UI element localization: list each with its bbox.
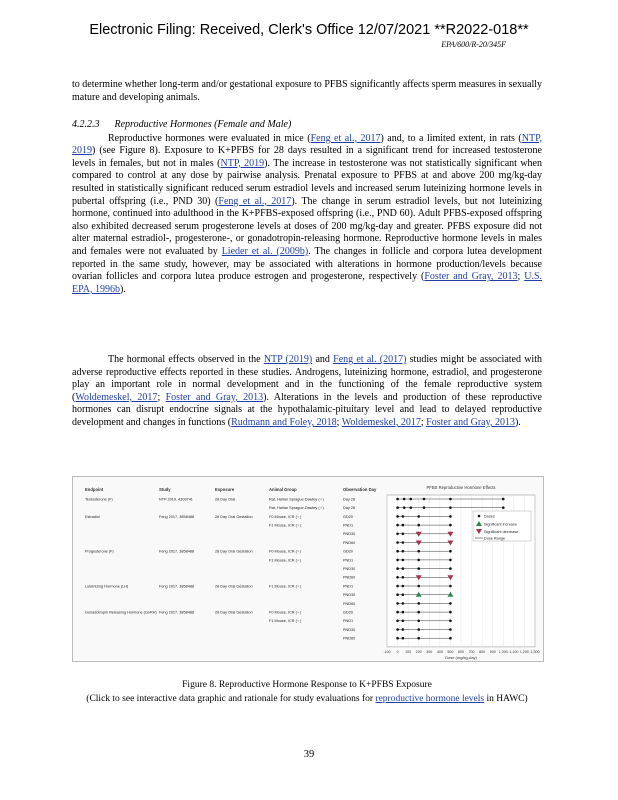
row-observation-day: GD20 [343,549,353,554]
dose-point [449,567,452,570]
dose-point [423,498,426,501]
dose-point [396,593,399,596]
x-tick-label: 0 [396,649,399,654]
dose-point [396,550,399,553]
text-run: . The changes in follicle and corpora lutea development reported in the same study, however, may be associated with alterations in hormone production/levels because ovarian follicles and corpora lutea produce estrogen and progesterone, respectively ( [72,245,542,283]
dose-point [449,611,452,614]
x-tick-label: 300 [426,649,433,654]
dose-point [403,498,406,501]
row-observation-day: Day 28 [343,497,356,502]
row-study: Feng 2017, 3858488 [159,514,195,519]
row-observation-day: Day 28 [343,506,356,511]
citation-link[interactable]: Foster and Gray, 2013 [426,416,515,428]
row-animal-group: Rat, Harlan Sprague-Dawley (♀) [269,497,324,502]
dose-point [449,602,452,605]
dose-point [402,559,405,562]
row-animal-group: Rat, Harlan Sprague-Dawley (♂) [269,506,324,511]
caption-title: Figure 8. Reproductive Hormone Response to K+PFBS Exposure [182,680,432,690]
row-animal-group: F1 Mouse, ICR (♀) [269,619,301,624]
row-observation-day: PND60 [343,601,356,606]
dose-point [402,585,405,588]
text-run: The hormonal effects observed in the [108,354,264,365]
dose-point [396,567,399,570]
text-run: ). [119,283,126,295]
section-title: Reproductive Hormones (Female and Male) [114,119,292,130]
row-endpoint: Gonadotropin Releasing Hormone (GnRH) [85,610,157,615]
row-observation-day: PND60 [343,575,356,580]
dose-point [396,559,399,562]
x-tick-label: 900 [489,649,496,654]
citation-link[interactable]: NTP (2019) [263,354,313,365]
x-tick-label: 200 [415,649,422,654]
dose-point [423,506,426,509]
legend-label: Significant increase [484,522,517,527]
column-header: Observation Day [343,487,377,492]
row-observation-day: GD20 [343,514,353,519]
dose-point [417,637,420,640]
text-run: Reproductive hormones were evaluated in mice ( [108,132,311,144]
legend-label: Dose Range [484,536,506,541]
row-observation-day: PND1 [343,619,354,624]
row-endpoint: Progesterone (F) [85,549,114,554]
dose-point [417,524,420,527]
dose-point [409,506,412,509]
citation-link[interactable]: Foster and Gray, 2013 [165,391,264,403]
dose-point [402,567,405,570]
dose-point [449,515,452,518]
citation-link[interactable]: Foster and Gray, 2013 [424,271,518,283]
citation-link[interactable]: Lieder et al. (2009b) [221,245,309,257]
row-observation-day: PND1 [343,558,354,563]
row-observation-day: PND60 [343,636,356,641]
paragraph-hormones [72,133,542,297]
dose-point [449,585,452,588]
dose-point [402,593,405,596]
dose-point [502,498,505,501]
dose-point [449,498,452,501]
text-run: in HAWC) [484,694,528,704]
row-study: Feng 2017, 3858488 [159,584,195,589]
dose-point [396,602,399,605]
citation-link[interactable]: Rudmann and Foley, 2018 [231,416,337,428]
row-endpoint: Testosterone (F) [85,497,113,502]
x-tick-label: 1,300 [530,649,540,654]
x-tick-label: 600 [458,649,464,654]
dose-point [396,515,399,518]
dose-point [449,637,452,640]
row-observation-day: PND30 [343,593,356,598]
row-exposure: 28 Day Oral [215,497,236,502]
dose-point [396,524,399,527]
legend-dose-marker [478,515,481,518]
x-tick-label: 800 [479,649,486,654]
row-endpoint: Luteinizing Hormone (LH) [85,584,129,589]
row-animal-group: F1 Mouse, ICR (♀) [269,558,301,563]
row-endpoint: Estradiol [85,514,100,519]
dose-point [402,515,405,518]
document-id: EPA/600/R-20/345F [441,40,506,49]
dose-point [403,506,406,509]
dose-point [396,498,399,501]
text-run: ). The increase in testosterone was not statistically significant when compared to control at any dose by pairwise analysis. Prenatal exposure to PFBS at and above 200 mg/kg-day resulted in statistically significant reduced serum estradiol levels and increased serum luteinizing hormone levels in pubertal offspring (i.e., PND 30) ( [72,157,542,207]
row-exposure: 28 Day Oral Gestation [215,610,253,615]
dose-point [417,611,420,614]
chart-title: PFBS Reproductive Hormone Effects [426,485,496,490]
citation-link[interactable]: Feng et al., 2017 [310,132,381,144]
citation-link[interactable]: NTP, 2019 [220,157,265,169]
x-axis-label: Dose (mg/kg-day) [445,654,477,660]
dose-point [409,498,412,501]
dose-point [402,611,405,614]
dose-point [396,637,399,640]
citation-link[interactable]: Woldemeskel, 2017 [75,391,158,403]
page-number: 39 [303,749,315,760]
text-run: ; [336,416,342,428]
dose-point [417,550,420,553]
dose-point [396,576,399,579]
dose-point [402,576,405,579]
x-tick-label: 400 [436,649,443,654]
row-animal-group: F0 Mouse, ICR (♀) [269,549,301,554]
x-tick-label: 1,100 [509,649,519,654]
figure-8-graphic[interactable] [72,476,544,662]
text-run: ). Alterations in the levels and production of these reproductive hormones can disrupt endocrine signals at the hypothalamic-pituitary level and lead to delayed reproductive development and changes in functions ( [72,391,542,428]
legend-label: Significant decrease [484,530,519,534]
text-run: (Click to see interactive data graphic and rationale for study evaluations for [86,694,376,704]
row-animal-group: F0 Mouse, ICR (♀) [269,610,301,615]
row-observation-day: PND60 [343,540,356,545]
citation-link[interactable]: NTP, 2019 [72,132,543,157]
dose-point [449,524,452,527]
citation-link[interactable]: Feng et al., 2017 [218,195,292,207]
x-tick-label: 1,000 [498,649,508,654]
citation-link[interactable]: Feng et al. (2017) [333,354,407,365]
row-exposure: 28 Day Oral Gestation [215,584,253,589]
row-observation-day: PND30 [343,532,356,537]
dose-point [417,620,420,623]
row-observation-day: PND1 [343,523,354,528]
dose-point [396,628,399,631]
dose-point [449,550,452,553]
column-header: Animal Group [269,487,297,492]
text-run: studies might be associated with adverse reproductive effects reported in these studies. Androgens, luteinizing hormone, estradiol, and progesterone play an important role in normal development and in the functioning of the female reproductive system ( [72,354,542,403]
legend-label: Doses [484,514,495,519]
text-run: ) (see Figure 8). Exposure to K+PFBS for 28 days resulted in a significant trend for increased testosterone levels in females, but not in males ( [72,145,542,169]
dose-point [417,567,420,570]
dose-point [396,585,399,588]
dose-point [396,611,399,614]
dose-point [417,628,420,631]
dose-point [449,628,452,631]
row-study: NTP 2019, 4309741 [159,497,193,502]
row-observation-day: GD20 [343,610,353,615]
dose-point [396,533,399,536]
row-exposure: 28 Day Oral Gestation [215,514,253,519]
section-reproductive-hormones [72,119,542,296]
dose-point [402,533,405,536]
dose-point [402,628,405,631]
row-animal-group: F0 Mouse, ICR (♀) [269,514,301,519]
x-tick-label: 1,200 [519,649,529,654]
dose-point [402,524,405,527]
dose-point [396,541,399,544]
citation-link[interactable]: Woldemeskel, 2017 [341,416,421,428]
dose-point [396,506,399,509]
dose-point [449,506,452,509]
text-run: and [312,354,334,365]
text-run: ; [517,271,525,283]
row-animal-group: F1 Mouse, ICR (♀) [269,584,301,589]
section-number: 4.2.2.3 [72,119,100,130]
citation-link[interactable]: U.S. EPA, 1996b [72,271,543,295]
row-study: Feng 2017, 3858488 [159,610,195,615]
dose-point [402,637,405,640]
dose-point [449,559,452,562]
dose-point [417,602,420,605]
dose-point [402,550,405,553]
row-study: Feng 2017, 3858488 [159,549,195,554]
text-run: ; [157,391,166,403]
dose-point [502,506,505,509]
text-run: ). The change in serum estradiol levels, but not luteinizing hormone, continued into adulthood in the K+PFBS-exposed offspring (i.e., PND 60). Adult PFBS-exposed offspring also exhibited decreased serum progesterone levels at doses of 200 mg/kg-day and greater. PFBS exposure did not alter maternal estradiol-, progesterone-, or gonadotropin-releasing hormone. Reproductive hormone levels in males and females were not evaluated by [72,195,543,257]
dose-point [396,620,399,623]
hawc-link[interactable]: reproductive hormone levels [375,694,485,704]
text-run: ; [420,416,427,428]
x-tick-label: 500 [447,649,454,654]
filing-header: Electronic Filing: Received, Clerk's Office 12/07/2021 **R2022-018** [89,22,529,38]
x-tick-label: 700 [468,649,475,654]
row-exposure: 28 Day Oral Gestation [215,549,253,554]
x-tick-label: 100 [405,649,412,654]
dose-point [402,602,405,605]
row-observation-day: PND30 [343,567,356,571]
section-heading [72,119,542,132]
x-tick-label: -100 [383,649,391,654]
exposure-response-chart [73,477,543,661]
paragraph-hormonal-effects [72,354,542,430]
dose-point [449,620,452,623]
dose-point [402,541,405,544]
dose-point [402,620,405,623]
column-header: Study [159,487,171,492]
dose-point [417,515,420,518]
paragraph-intro: to determine whether long-term and/or gestational exposure to PFBS significantly affects sperm measures in sexually mature and developing animals. [72,79,542,103]
column-header: Exposure [215,487,235,492]
text-run: ) and, to a limited extent, in rats ( [380,132,522,144]
dose-point [417,585,420,588]
caption-note [72,692,542,706]
column-header: Endpoint [85,487,104,492]
text-run: ). [514,416,521,428]
row-animal-group: F1 Mouse, ICR (♀) [269,523,301,528]
dose-point [417,559,420,562]
row-observation-day: PND1 [343,584,354,589]
row-observation-day: PND30 [343,627,356,632]
figure-caption [72,678,542,706]
